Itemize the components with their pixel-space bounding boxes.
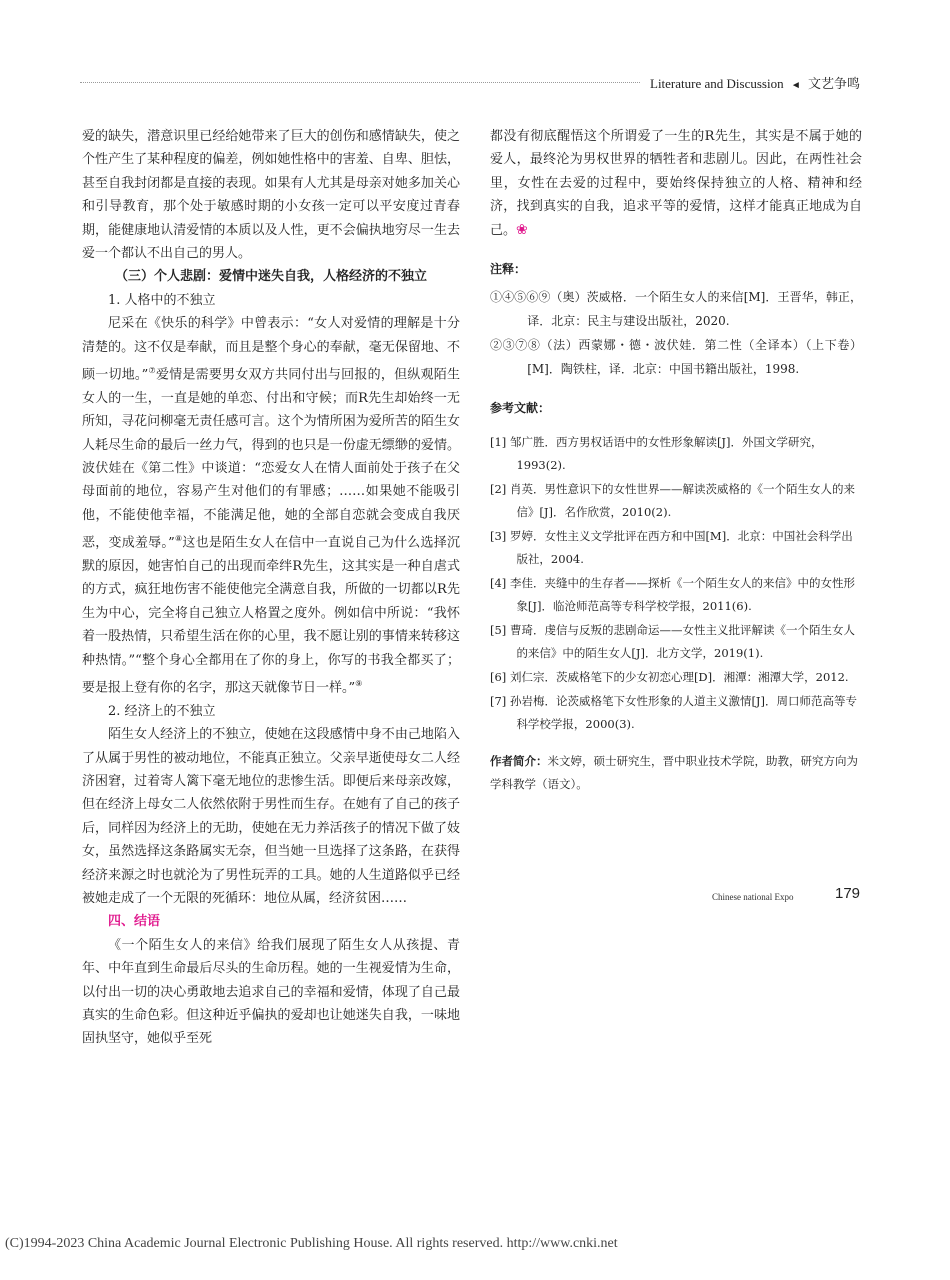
author-label: 作者简介： (490, 753, 548, 768)
left-column (82, 125, 460, 1051)
reference-item: [7] 孙岩梅．论茨威格笔下女性形象的人道主义激情[J]．周口师范高等专科学校学报，2000(3). (490, 693, 858, 731)
journal-section-name: Literature and Discussion (650, 76, 784, 91)
paragraph (490, 125, 862, 242)
column-name: 文艺争鸣 (807, 76, 860, 91)
text: 都没有彻底醒悟这个所谓爱了一生的R先生，其实是不属于她的爱人，最终沦为男权世界的牺牲者和悲剧儿。因此，在两性社会里，女性在去爱的过程中，要始终保持独立的人格、精神和经济，找到真实的自我，追求平等的爱情，这样才能真正地成为自己。 (490, 129, 862, 238)
section-heading-conclusion: 四、结语 (108, 914, 161, 930)
paragraph: 陌生女人经济上的不独立，使她在这段感情中身不由己地陷入了从属于男性的被动地位，不能真正独立。父亲早逝使母女二人经济困窘，过着寄人篱下毫无地位的悲惨生活。即便后来母亲改嫁，但在经济上母女二人依然依附于男性而生存。在她有了自己的孩子后，同样因为经济上的无助，使她在无力养活孩子的情况下做了妓女，虽然选择这条路属实无奈，但当她一旦选择了这条路，在获得经济来源之时也就沦为了男性玩弄的工具。她的人生道路似乎已经被她走成了一个无限的死循环：地位从属，经济贫困…… (82, 727, 460, 906)
paragraph: 爱的缺失，潜意识里已经给她带来了巨大的创伤和感情缺失，使之个性产生了某种程度的偏差，例如她性格中的害羞、自卑、胆怯，甚至自我封闭都是直接的表现。如果有人尤其是母亲对她多加关心和引导教育，那个处于敏感时期的小女孩一定可以平安度过青春期，能健康地认清爱情的本质以及人性，更不会偏执地穷尽一生去爱一个都认不出自己的男人。 (82, 129, 460, 262)
section-heading: （三）个人悲剧：爱情中迷失自我，人格经济的不独立 (114, 269, 427, 285)
text: 尼采在《快乐的科学》中曾表示：“女人对爱情的理解是十分清楚的。这不仅是奉献，而且是整个身心的奉献，毫无保留地、不顾一切地。” (82, 316, 460, 383)
notes-list (490, 285, 862, 381)
subsection-heading: 2. 经济上的不独立 (108, 703, 216, 719)
reference-item: [2] 肖英．男性意识下的女性世界——解读茨威格的《一个陌生女人的来信》[J]．名作欣赏，2010(2). (490, 481, 855, 519)
arrow-left-icon: ◄ (790, 80, 801, 91)
header-rule (80, 82, 640, 83)
references-title: 参考文献： (490, 401, 551, 416)
reference-item: [1] 邹广胜．西方男权话语中的女性形象解读[J]．外国文学研究，1993(2). (490, 434, 823, 472)
copyright-notice: (C)1994-2023 China Academic Journal Electronic Publishing House. All rights reserved. http://www.cnki.net (5, 1236, 618, 1251)
note-item: ②③⑦⑧（法）西蒙娜・德・波伏娃．第二性（全译本）（上下卷）[M]．陶铁柱，译．北京：中国书籍出版社，1998. (490, 338, 862, 377)
reference-item: [5] 曹琦．虔信与反叛的悲剧命运——女性主义批评解读《一个陌生女人的来信》中的陌生女人[J]．北方文学，2019(1). (490, 622, 855, 660)
footnote-ref: ⑦ (148, 366, 156, 376)
footer-journal-name: Chinese national Expo (712, 892, 794, 902)
reference-item: [6] 刘仁宗．茨威格笔下的少女初恋心理[D]．湘潭：湘潭大学，2012. (490, 669, 849, 684)
reference-item: [4] 李佳．夹缝中的生存者——探析《一个陌生女人的来信》中的女性形象[J]．临沧师范高等专科学校学报，2011(6). (490, 575, 855, 613)
footnote-ref: ⑧ (174, 534, 183, 544)
footnote-ref: ⑨ (355, 679, 363, 688)
right-column (490, 125, 862, 796)
author-bio (490, 750, 862, 796)
references-list (490, 431, 862, 736)
end-flower-icon: ❀ (516, 221, 528, 238)
text: 这也是陌生女人在信中一直说自己为什么选择沉默的原因，她害怕自己的出现而牵绊R先生，这其实是一种自虐式的方式，疯狂地伤害不能使他完全满意自我，所做的一切都以R先生为中心，完全将自己独立人格置之度外。例如信中所说：“我怀着一股热情，只希望生活在你的心里，我不愿让别的事情来转移这种热情。”“整个身心全都用在了你的身上，你写的书我全都买了；要是报上登有你的名字，那这天就像节日一样。” (82, 535, 460, 696)
subsection-heading: 1. 人格中的不独立 (108, 292, 216, 308)
paragraph: 《一个陌生女人的来信》给我们展现了陌生女人从孩提、青年、中年直到生命最后尽头的生命历程。她的一生视爱情为生命，以付出一切的决心勇敢地去追求自己的幸福和爱情，体现了自己最真实的生命色彩。但这种近乎偏执的爱却也让她迷失自我，一味地固执坚守，她似乎至死 (82, 937, 460, 1047)
running-header (650, 73, 860, 92)
note-item: ①④⑤⑥⑨（奥）茨威格．一个陌生女人的来信[M]．王晋华，韩正，译．北京：民主与建设出版社，2020. (490, 290, 862, 329)
reference-item: [3] 罗婷．女性主义文学批评在西方和中国[M]．北京：中国社会科学出版社，2004. (490, 528, 853, 566)
page-number: 179 (835, 885, 861, 902)
notes-title: 注释： (490, 262, 527, 277)
text: 爱情是需要男女双方共同付出与回报的，但纵观陌生女人的一生，一直是她的单恋、付出和守候；而R先生却始终一无所知，寻花问柳毫无责任感可言。这个为情所困为爱所苦的陌生女人耗尽生命的最后一丝力气，得到的也只是一份虚无缥缈的爱情。波伏娃在《第二性》中谈道：“恋爱女人在情人面前处于孩子在父母面前的地位，容易产生对他们的有罪感；……如果她不能吸引他，不能使他幸福，不能满足他，她的全部自恋就会变成自我厌恶，变成羞辱。” (82, 367, 460, 551)
author-text: 米文婷，硕士研究生，晋中职业技术学院，助教，研究方向为学科教学（语文）。 (490, 753, 858, 791)
paragraph (82, 312, 460, 699)
